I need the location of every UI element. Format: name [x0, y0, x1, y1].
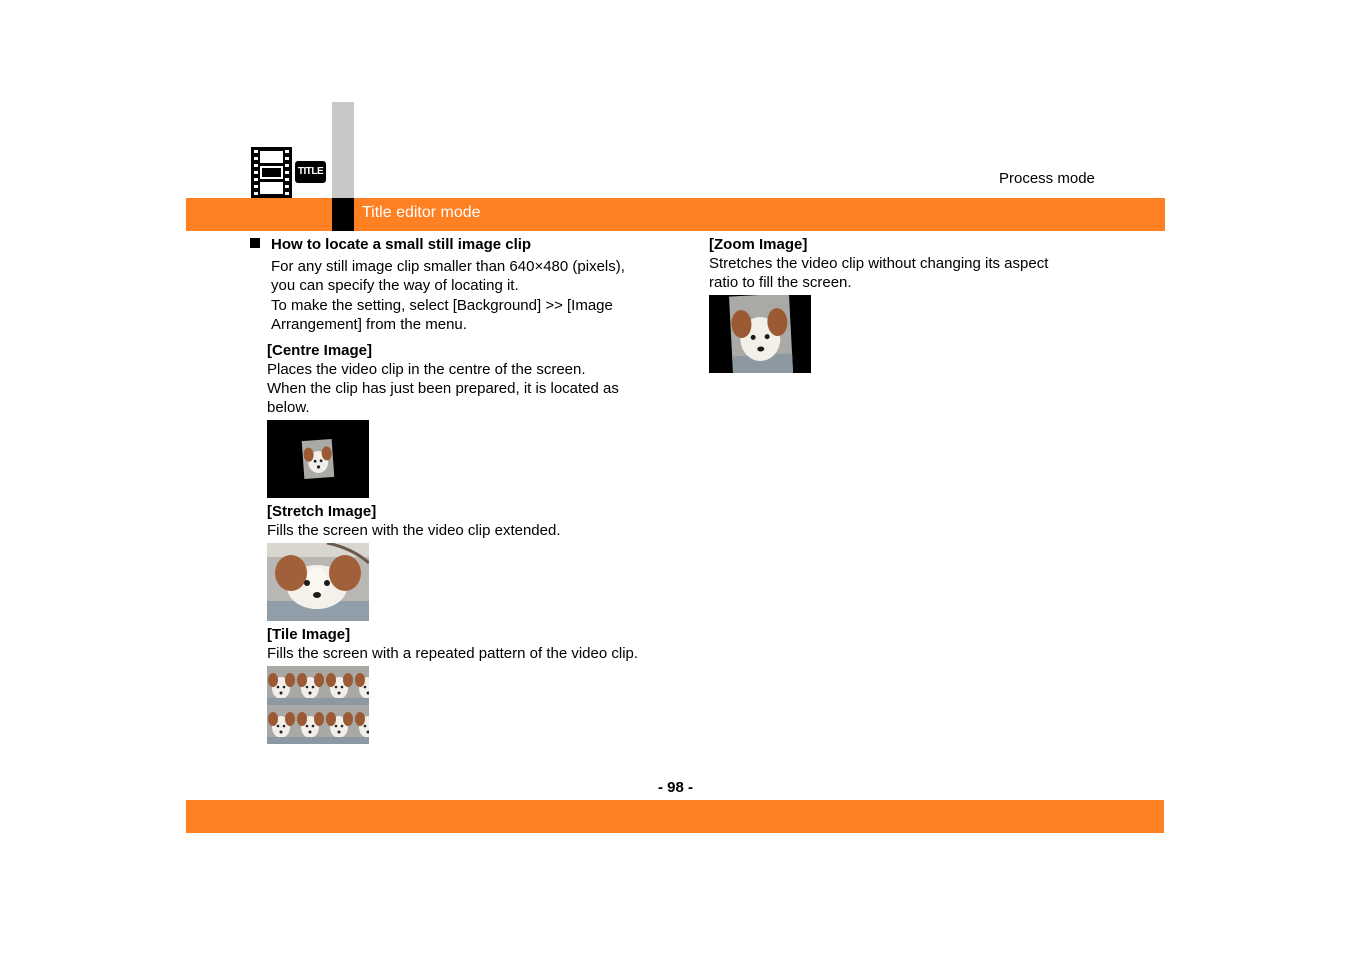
title-icon [295, 161, 326, 183]
centre-image-text: below. [267, 399, 310, 416]
film-strip-icon [251, 147, 292, 198]
zoom-image-title: [Zoom Image] [709, 236, 808, 253]
page-number: - 98 - [657, 779, 693, 796]
zoom-image-text: Stretches the video clip without changing its aspect [709, 255, 1049, 272]
intro-line: Arrangement] from the menu. [271, 316, 467, 333]
centre-image-title: [Centre Image] [267, 342, 373, 359]
section-heading: How to locate a small still image clip [271, 236, 532, 253]
centre-image-example [267, 420, 369, 498]
stretch-image-title: [Stretch Image] [267, 503, 377, 520]
intro-line: To make the setting, select [Background] >> [Image [271, 297, 613, 314]
intro-line: For any still image clip smaller than 640×480 (pixels), [271, 258, 625, 275]
stretch-image-example [267, 543, 369, 621]
process-mode-label: Process mode [999, 170, 1095, 187]
stretch-image-text: Fills the screen with the video clip extended. [267, 522, 561, 539]
intro-line: you can specify the way of locating it. [271, 277, 519, 294]
centre-image-text: Places the video clip in the centre of the screen. [267, 361, 586, 378]
title-icon-label: TITLE [297, 166, 324, 177]
tile-image-text: Fills the screen with a repeated pattern of the video clip. [267, 645, 639, 662]
tile-image-example [267, 666, 369, 744]
centre-image-text: When the clip has just been prepared, it is located as [267, 380, 619, 397]
page-title: Title editor mode [362, 204, 481, 221]
zoom-image-example [709, 295, 811, 373]
header-bar-marker [332, 198, 354, 231]
footer-bar [186, 800, 1164, 833]
header-tab [332, 102, 354, 199]
zoom-image-text: ratio to fill the screen. [709, 274, 852, 291]
square-bullet-icon [250, 238, 260, 248]
tile-image-title: [Tile Image] [267, 626, 351, 643]
